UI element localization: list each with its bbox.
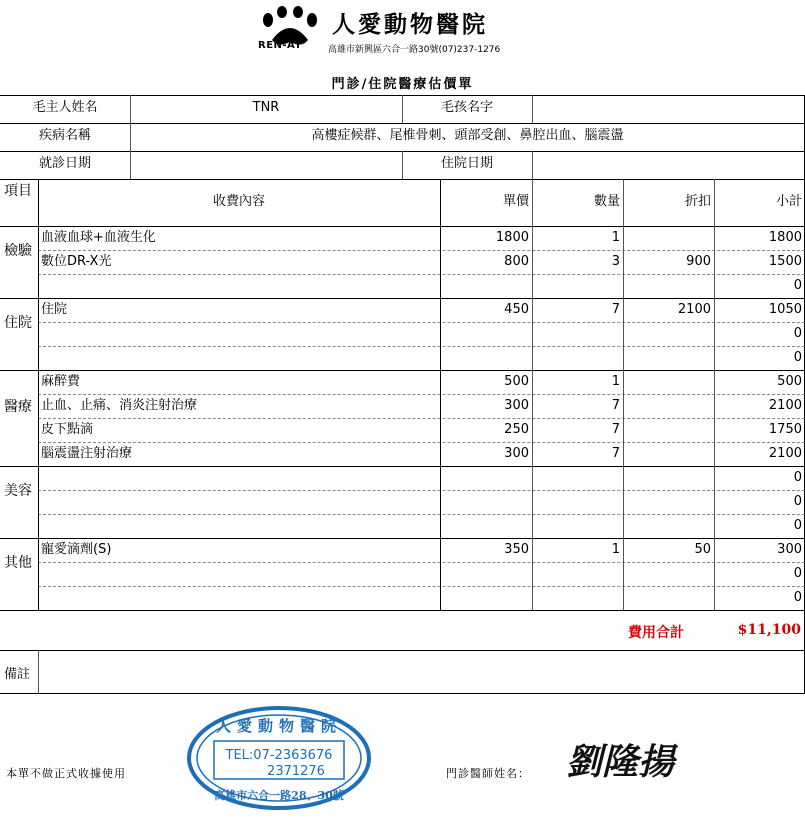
divider <box>440 179 441 610</box>
clinic-address: 高雄市新興區六合一路30號(07)237-1276 <box>328 45 501 55</box>
row-subtotal: 0 <box>793 326 802 341</box>
divider <box>0 179 805 180</box>
row-content: 血液血球+血液生化 <box>41 230 156 245</box>
notes-label: 備註 <box>4 667 31 682</box>
row-subtotal: 0 <box>793 566 802 581</box>
section-label: 醫療 <box>4 399 32 415</box>
divider <box>38 650 39 693</box>
row-qty: 1 <box>611 230 620 245</box>
divider <box>38 562 805 563</box>
col-header-content: 收費內容 <box>212 194 265 209</box>
divider <box>38 586 805 587</box>
divider <box>38 274 805 275</box>
row-price: 450 <box>504 302 529 317</box>
row-price: 1800 <box>495 230 529 245</box>
col-header-discount: 折扣 <box>684 194 711 209</box>
row-subtotal: 1750 <box>768 422 802 437</box>
row-discount: 900 <box>686 254 711 269</box>
row-qty: 3 <box>611 254 620 269</box>
owner-label-2: 毛孩名字 <box>440 100 493 115</box>
row-subtotal: 2100 <box>768 446 802 461</box>
row-qty: 7 <box>611 398 620 413</box>
row-subtotal: 1050 <box>768 302 802 317</box>
visit-label-2: 住院日期 <box>440 156 493 171</box>
col-header-qty: 數量 <box>593 194 620 209</box>
row-subtotal: 2100 <box>768 398 802 413</box>
clinic-name: 人愛動物醫院 <box>332 11 488 38</box>
row-subtotal: 0 <box>793 470 802 485</box>
stamp-tel2: 2371276 <box>267 764 325 779</box>
divider <box>38 490 805 491</box>
row-content: 止血、止痛、消炎注射治療 <box>41 398 198 413</box>
section-label: 檢驗 <box>4 243 32 259</box>
row-subtotal: 0 <box>793 590 802 605</box>
col-header-subtotal: 小計 <box>775 194 802 209</box>
row-content: 麻醉費 <box>41 374 81 389</box>
row-qty: 7 <box>611 446 620 461</box>
total-value: $11,100 <box>737 622 801 638</box>
divider <box>130 123 131 151</box>
row-content: 數位DR-X光 <box>41 254 112 269</box>
row-price: 300 <box>504 446 529 461</box>
disease-value: 高樓症候群、尾椎骨刺、頭部受創、鼻腔出血、腦震盪 <box>311 128 624 143</box>
header <box>0 0 805 95</box>
divider <box>38 179 39 610</box>
row-price: 300 <box>504 398 529 413</box>
disclaimer-text: 本單不做正式收據使用 <box>6 767 126 780</box>
divider <box>402 151 403 179</box>
divider <box>0 466 805 467</box>
col-header-price: 單價 <box>502 194 529 209</box>
divider <box>0 610 805 611</box>
row-discount: 50 <box>694 542 711 557</box>
visit-label: 就診日期 <box>38 156 91 171</box>
divider <box>0 693 805 694</box>
divider <box>0 650 805 651</box>
total-label: 費用合計 <box>628 625 684 641</box>
row-qty: 1 <box>611 374 620 389</box>
section-label: 美容 <box>4 483 32 499</box>
row-qty: 1 <box>611 542 620 557</box>
divider <box>130 95 131 123</box>
col-header-item: 項目 <box>4 183 32 199</box>
owner-value: TNR <box>252 100 280 115</box>
row-price: 500 <box>504 374 529 389</box>
row-content: 住院 <box>41 302 68 317</box>
row-subtotal: 1500 <box>768 254 802 269</box>
divider <box>38 322 805 323</box>
owner-label: 毛主人姓名 <box>32 100 98 115</box>
divider <box>38 346 805 347</box>
clinic-stamp <box>184 703 374 813</box>
signature-text: 劉隆揚 <box>566 741 675 783</box>
section-label: 其他 <box>4 555 32 571</box>
divider <box>402 95 403 123</box>
row-qty: 7 <box>611 302 620 317</box>
section-label: 住院 <box>4 315 32 331</box>
stamp-address: 高雄市六合一路28、30號 <box>214 789 344 802</box>
divider <box>532 179 533 610</box>
doctor-label: 門診醫師姓名： <box>446 767 530 780</box>
row-price: 800 <box>504 254 529 269</box>
row-content: 寵愛滴劑(S) <box>41 542 112 557</box>
document-title: 門診/住院醫療估價單 <box>331 77 474 92</box>
row-price: 350 <box>504 542 529 557</box>
divider <box>0 123 805 124</box>
divider <box>532 151 533 179</box>
divider <box>623 179 624 610</box>
row-content: 腦震盪注射治療 <box>41 446 133 461</box>
row-qty: 7 <box>611 422 620 437</box>
row-content: 皮下點滴 <box>41 422 94 437</box>
divider <box>130 151 131 179</box>
row-subtotal: 0 <box>793 350 802 365</box>
row-price: 250 <box>504 422 529 437</box>
row-discount: 2100 <box>677 302 711 317</box>
divider <box>532 95 533 123</box>
row-subtotal: 0 <box>793 278 802 293</box>
row-subtotal: 0 <box>793 518 802 533</box>
disease-label: 疾病名稱 <box>38 128 91 143</box>
brand-text: REN-AY <box>258 40 303 51</box>
row-subtotal: 500 <box>777 374 802 389</box>
row-subtotal: 0 <box>793 494 802 509</box>
row-subtotal: 300 <box>777 542 802 557</box>
divider <box>38 514 805 515</box>
row-subtotal: 1800 <box>768 230 802 245</box>
doctor-signature <box>562 730 702 790</box>
stamp-name: 人愛動物醫院 <box>215 717 343 735</box>
divider <box>714 179 715 610</box>
stamp-tel: TEL:07-2363676 <box>225 748 333 763</box>
